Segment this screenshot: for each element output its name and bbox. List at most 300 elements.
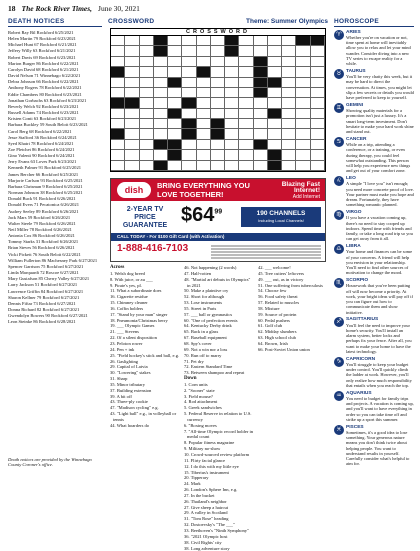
crossword-cell[interactable] bbox=[197, 150, 211, 160]
crossword-cell[interactable] bbox=[182, 36, 196, 46]
ad-phone-number[interactable]: 1-888-416-7103 bbox=[117, 243, 188, 254]
crossword-cell[interactable] bbox=[225, 119, 239, 129]
crossword-cell[interactable] bbox=[282, 129, 296, 139]
crossword-black-cell bbox=[182, 129, 196, 139]
ad-price-guarantee: 2-YEAR TV PRICE GUARANTEE bbox=[117, 206, 173, 230]
crossword-cell[interactable] bbox=[182, 161, 196, 171]
crossword-cell[interactable] bbox=[140, 109, 154, 119]
crossword-cell[interactable] bbox=[311, 46, 325, 56]
crossword-cell[interactable] bbox=[311, 161, 325, 171]
ad-internet-title: Blazing Fast Internet! bbox=[268, 182, 320, 194]
clues-across-title: Across bbox=[110, 265, 180, 271]
clue-item: 70. Run off to marry bbox=[184, 353, 254, 359]
crossword-cell[interactable] bbox=[168, 57, 182, 67]
libra-icon: ♎ bbox=[334, 244, 344, 254]
clue-item: 26. Thailand's neighbor bbox=[184, 499, 254, 505]
crossword-black-cell bbox=[168, 150, 182, 160]
crossword-cell[interactable] bbox=[311, 140, 325, 150]
crossword-cell[interactable] bbox=[211, 67, 225, 77]
clue-item: 31. Sharp bbox=[110, 376, 180, 382]
crossword-cell[interactable] bbox=[239, 46, 253, 56]
horoscope-sign-leo bbox=[334, 176, 414, 208]
page-number: 18 bbox=[8, 4, 16, 13]
crossword-cell[interactable] bbox=[225, 57, 239, 67]
crossword-cell[interactable] bbox=[239, 36, 253, 46]
clue-item: 39. A bit off bbox=[110, 394, 180, 400]
crossword-cell[interactable] bbox=[197, 78, 211, 88]
horoscope-sign-text: You need to budget for family trips and projects. A vacation is coming up, and you'll want to have everything in order so you can take time off and strike up a sport this summer. bbox=[346, 396, 414, 422]
crossword-cell[interactable] bbox=[239, 161, 253, 171]
crossword-cell[interactable] bbox=[182, 67, 196, 77]
crossword-cell[interactable] bbox=[225, 150, 239, 160]
crossword-cell[interactable] bbox=[254, 98, 268, 108]
crossword-cell[interactable] bbox=[154, 57, 168, 67]
crossword-cell[interactable] bbox=[168, 36, 182, 46]
crossword-cell[interactable] bbox=[239, 57, 253, 67]
death-notice-item: William Fullerton 86 Machesney Park 6/27/2021 bbox=[8, 258, 102, 264]
crossword-cell[interactable] bbox=[125, 119, 139, 129]
death-notice-item: Marion Burger 86 Rockford 6/22/2021 bbox=[8, 61, 102, 67]
crossword-cell[interactable] bbox=[168, 161, 182, 171]
crossword-cell[interactable] bbox=[154, 98, 168, 108]
crossword-cell[interactable] bbox=[140, 88, 154, 98]
crossword-cell[interactable] bbox=[239, 129, 253, 139]
crossword-cell[interactable] bbox=[154, 67, 168, 77]
crossword-cell[interactable] bbox=[239, 88, 253, 98]
crossword-cell[interactable] bbox=[125, 109, 139, 119]
clue-item: 31. "Tom Rose" heading bbox=[184, 516, 254, 522]
crossword-cell[interactable] bbox=[211, 140, 225, 150]
crossword-cell[interactable] bbox=[211, 98, 225, 108]
ad-channels-count: 190 CHANNELS bbox=[244, 210, 318, 217]
crossword-cell[interactable] bbox=[168, 46, 182, 56]
crossword-cell[interactable] bbox=[211, 88, 225, 98]
crossword-cell[interactable] bbox=[311, 129, 325, 139]
crossword-cell[interactable] bbox=[239, 78, 253, 88]
death-notice-item: Lawrence Griffin 84 Rockford 6/27/2021 bbox=[8, 289, 102, 295]
crossword-cell[interactable] bbox=[154, 88, 168, 98]
crossword-cell[interactable] bbox=[168, 88, 182, 98]
crossword-cell[interactable] bbox=[311, 57, 325, 67]
ad-fine-print bbox=[211, 245, 321, 259]
scorpio-icon: ♏ bbox=[334, 278, 344, 288]
death-notice-item: Norman Johnson 38 Rockford 6/25/2021 bbox=[8, 190, 102, 196]
horoscope-section bbox=[334, 18, 414, 474]
crossword-cell[interactable] bbox=[254, 150, 268, 160]
clue-item: 22. Of a silent disposition bbox=[110, 335, 180, 341]
crossword-cell[interactable] bbox=[254, 109, 268, 119]
crossword-cell[interactable] bbox=[154, 109, 168, 119]
crossword-cell[interactable] bbox=[311, 119, 325, 129]
crossword-cell[interactable] bbox=[225, 140, 239, 150]
clue-item: 47. "Madison cycling" e.g. bbox=[110, 405, 180, 411]
crossword-cell[interactable] bbox=[296, 119, 310, 129]
leo-icon: ♌ bbox=[334, 176, 344, 186]
death-notice-item: Jerry Evans 63 Loves Park 6/23/2021 bbox=[8, 159, 102, 165]
crossword-cell[interactable] bbox=[182, 140, 196, 150]
crossword-cell[interactable] bbox=[140, 129, 154, 139]
clue-item: 2. "Sooner" state bbox=[184, 388, 254, 394]
crossword-cell[interactable] bbox=[282, 36, 296, 46]
crossword-black-cell bbox=[154, 46, 168, 56]
crossword-cell[interactable] bbox=[268, 57, 282, 67]
crossword-black-cell bbox=[268, 109, 282, 119]
crossword-cell[interactable] bbox=[182, 46, 196, 56]
crossword-cell[interactable] bbox=[140, 36, 154, 46]
crossword-cell[interactable] bbox=[296, 67, 310, 77]
clue-item: 62. Midday slumbers bbox=[258, 329, 328, 335]
crossword-cell[interactable] bbox=[111, 140, 125, 150]
crossword-cell[interactable] bbox=[154, 119, 168, 129]
crossword-cell[interactable] bbox=[125, 161, 139, 171]
crossword-cell[interactable] bbox=[182, 88, 196, 98]
crossword-cell[interactable] bbox=[282, 88, 296, 98]
clue-item: 33. Beethoven's "Ninth Symphony" bbox=[184, 528, 254, 534]
crossword-cell[interactable] bbox=[111, 150, 125, 160]
crossword-cell[interactable] bbox=[225, 78, 239, 88]
death-notice-item: Beverly Welch 92 Rockford 6/23/2021 bbox=[8, 104, 102, 110]
horoscope-sign-name: SAGITTARIUS bbox=[346, 317, 414, 322]
capricorn-icon: ♑ bbox=[334, 357, 344, 367]
crossword-black-cell bbox=[154, 140, 168, 150]
crossword-cell[interactable] bbox=[211, 78, 225, 88]
crossword-cell[interactable] bbox=[140, 78, 154, 88]
death-notice-item: Antonia Cox 86 Rockford 6/26/2021 bbox=[8, 233, 102, 239]
crossword-cell[interactable] bbox=[311, 150, 325, 160]
crossword-cell[interactable] bbox=[197, 161, 211, 171]
death-notice-item: Kenneth Palmer 91 Rockford 6/25/2021 bbox=[8, 165, 102, 171]
crossword-cell[interactable] bbox=[296, 98, 310, 108]
crossword-cell[interactable] bbox=[140, 98, 154, 108]
crossword-cell[interactable] bbox=[197, 88, 211, 98]
crossword-cell[interactable] bbox=[211, 36, 225, 46]
clue-item: 30. "Lowering" stakes bbox=[110, 370, 180, 376]
clue-item: 64. Brown, Irish bbox=[258, 341, 328, 347]
crossword-cell[interactable] bbox=[154, 129, 168, 139]
crossword-cell[interactable] bbox=[268, 140, 282, 150]
sagittarius-icon: ♐ bbox=[334, 317, 344, 327]
clue-item: 24. Mark bbox=[184, 481, 254, 487]
crossword-cell[interactable] bbox=[225, 98, 239, 108]
crossword-cell[interactable] bbox=[268, 36, 282, 46]
crossword-cell[interactable] bbox=[154, 78, 168, 88]
crossword-cell[interactable] bbox=[125, 57, 139, 67]
crossword-black-cell bbox=[254, 140, 268, 150]
crossword-cell[interactable] bbox=[239, 109, 253, 119]
crossword-cell[interactable] bbox=[182, 78, 196, 88]
crossword-cell[interactable] bbox=[140, 140, 154, 150]
clue-item: 68. Spy's cover bbox=[184, 341, 254, 347]
death-notice-item: Linda Marquardt 72 Roscoe 6/27/2021 bbox=[8, 270, 102, 276]
crossword-cell[interactable] bbox=[296, 109, 310, 119]
clue-item: 29. A valley in Scotland bbox=[184, 510, 254, 516]
death-notices-list bbox=[8, 30, 102, 326]
ad-price-cents: 99 bbox=[214, 208, 222, 215]
crossword-cell[interactable] bbox=[268, 67, 282, 77]
crossword-cell[interactable] bbox=[211, 109, 225, 119]
horoscope-sign-sagittarius bbox=[334, 317, 414, 354]
crossword-cell[interactable] bbox=[311, 88, 325, 98]
clue-item: 51. One suffering from tuberculosis bbox=[258, 283, 328, 289]
horoscope-sign-name: AQUARIUS bbox=[346, 391, 414, 396]
death-notice-item: Syed Khatri 78 Rockford 6/24/2021 bbox=[8, 141, 102, 147]
clue-item: 48. "Martial art debuts in Olympics" in 2021 bbox=[184, 277, 254, 289]
death-notices-section bbox=[8, 18, 102, 474]
death-notice-item: Brian Steves 56 Rockford 6/26/2021 bbox=[8, 245, 102, 251]
crossword-cell[interactable] bbox=[211, 161, 225, 171]
crossword-cell[interactable] bbox=[254, 36, 268, 46]
clue-item: 17. "Stand by your man" singer bbox=[110, 312, 180, 318]
crossword-cell[interactable] bbox=[197, 36, 211, 46]
crossword-cell[interactable] bbox=[125, 46, 139, 56]
crossword-cell[interactable] bbox=[168, 119, 182, 129]
crossword-cell[interactable] bbox=[211, 46, 225, 56]
clue-item: 10. Crowd-sourced review platform bbox=[184, 452, 254, 458]
crossword-cell[interactable] bbox=[140, 161, 154, 171]
crossword-cell[interactable] bbox=[225, 67, 239, 77]
crossword-cell[interactable] bbox=[268, 46, 282, 56]
horoscope-sign-text: Your home and finances can be some of your concerns. A friend will help you envision in your relationship. You'll need to find other sources of motivation to change the mood. bbox=[346, 249, 412, 275]
clue-item: 59. Source of protein bbox=[258, 312, 328, 318]
crossword-cell[interactable] bbox=[140, 57, 154, 67]
crossword-cell[interactable] bbox=[111, 161, 125, 171]
ad-internet-callout bbox=[268, 182, 320, 200]
clue-item: 46. Not happening (2 words) bbox=[184, 265, 254, 271]
death-notice-item: Marjorie Carlson 93 Rockford 6/25/2021 bbox=[8, 178, 102, 184]
crossword-cell[interactable] bbox=[296, 150, 310, 160]
death-notice-item: Jesse Stafford 36 Rockford 6/24/2021 bbox=[8, 135, 102, 141]
crossword-cell[interactable] bbox=[254, 119, 268, 129]
crossword-black-cell bbox=[311, 36, 325, 46]
crossword-cell[interactable] bbox=[197, 109, 211, 119]
clues-down-col-2 bbox=[258, 265, 328, 477]
crossword-cell[interactable] bbox=[254, 161, 268, 171]
clue-item: 53. Lose instruments bbox=[184, 300, 254, 306]
death-notice-item: Spencer Garrison 75 Rockford 6/27/2021 bbox=[8, 264, 102, 270]
clue-item: 11. What a subordinate does bbox=[110, 288, 180, 294]
death-notice-item: Zoe Pletchet 86 Rockford 6/24/2021 bbox=[8, 147, 102, 153]
crossword-cell[interactable] bbox=[268, 98, 282, 108]
crossword-cell[interactable] bbox=[282, 150, 296, 160]
clue-item: 16. Coffin holders bbox=[110, 306, 180, 312]
crossword-cells[interactable] bbox=[111, 36, 325, 171]
death-notice-item: Kristen Conti 63 Rockford 6/23/2021 bbox=[8, 116, 102, 122]
crossword-cell[interactable] bbox=[140, 46, 154, 56]
crossword-cell[interactable] bbox=[182, 57, 196, 67]
crossword-cell[interactable] bbox=[125, 88, 139, 98]
horoscope-sign-name: CANCER bbox=[346, 137, 414, 142]
issue-date: June 30, 2021 bbox=[98, 4, 140, 13]
crossword-cell[interactable] bbox=[140, 67, 154, 77]
death-notice-item: Anthony Rogers 78 Rockford 6/22/2021 bbox=[8, 85, 102, 91]
crossword-cell[interactable] bbox=[254, 129, 268, 139]
crossword-cell[interactable] bbox=[296, 46, 310, 56]
clue-item: 23. Peloton rower bbox=[110, 341, 180, 347]
death-notice-item: Michael Hunt 67 Rockford 6/21/2021 bbox=[8, 42, 102, 48]
crossword-cell[interactable] bbox=[296, 161, 310, 171]
crossword-cell[interactable] bbox=[311, 78, 325, 88]
clue-item: 58. Mixture bbox=[258, 306, 328, 312]
crossword-cell[interactable] bbox=[296, 88, 310, 98]
aquarius-icon: ♒ bbox=[334, 391, 344, 401]
crossword-black-cell bbox=[225, 46, 239, 56]
crossword-cell[interactable] bbox=[111, 109, 125, 119]
page-header bbox=[8, 4, 412, 16]
crossword-cell[interactable] bbox=[197, 57, 211, 67]
crossword-cell[interactable] bbox=[268, 88, 282, 98]
clue-item: 27. In the bucket bbox=[184, 493, 254, 499]
death-notice-item: Debra Johnson 66 Rockford 6/22/2021 bbox=[8, 79, 102, 85]
crossword-cell[interactable] bbox=[239, 67, 253, 77]
crossword-cell[interactable] bbox=[197, 98, 211, 108]
clue-item: 42. ___ welcome! bbox=[258, 265, 328, 271]
crossword-cell[interactable] bbox=[197, 140, 211, 150]
pisces-icon: ♓ bbox=[334, 425, 344, 435]
death-notice-item: Carolyn David 68 Rockford 6/21/2021 bbox=[8, 67, 102, 73]
crossword-cell[interactable] bbox=[239, 140, 253, 150]
clue-item: 32. Dostoevsky's "The ___" bbox=[184, 522, 254, 528]
death-notice-item: Donna Richard 82 Rockford 6/27/2021 bbox=[8, 307, 102, 313]
clue-item: 57. ___ ball or gymnastics bbox=[184, 312, 254, 318]
crossword-cell[interactable] bbox=[282, 109, 296, 119]
crossword-cell[interactable] bbox=[282, 161, 296, 171]
clue-item: 9. Pirate's yes, pl. bbox=[110, 283, 180, 289]
crossword-cell[interactable] bbox=[239, 98, 253, 108]
crossword-cell[interactable] bbox=[111, 36, 125, 46]
crossword-black-cell bbox=[225, 36, 239, 46]
death-notice-item: Helen Martin 79 Rockford 6/23/2021 bbox=[8, 36, 102, 42]
crossword-cell[interactable] bbox=[125, 140, 139, 150]
taurus-icon: ♉ bbox=[334, 69, 344, 79]
crossword-cell[interactable] bbox=[282, 78, 296, 88]
crossword-black-cell bbox=[254, 88, 268, 98]
crossword-cell[interactable] bbox=[125, 78, 139, 88]
crossword-cell[interactable] bbox=[111, 78, 125, 88]
clue-item: 43. "Light ball" e.g., in volleyball or tennis bbox=[110, 411, 180, 423]
crossword-black-cell bbox=[111, 98, 125, 108]
death-notice-item: Neil Miller 78 Rockford 6/26/2021 bbox=[8, 227, 102, 233]
death-notice-item: Barbara Chrisman 9 Rockford 6/25/2021 bbox=[8, 184, 102, 190]
crossword-cell[interactable] bbox=[282, 140, 296, 150]
crossword-cell[interactable] bbox=[197, 119, 211, 129]
ad-channels-badge bbox=[241, 207, 321, 227]
crossword-cell[interactable] bbox=[111, 46, 125, 56]
death-notice-item: Donald Evers 71 Pecatonica 6/26/2021 bbox=[8, 202, 102, 208]
crossword-grid[interactable] bbox=[110, 28, 326, 172]
clue-item: 21. ___ Stevens bbox=[110, 329, 180, 335]
crossword-cell[interactable] bbox=[296, 57, 310, 67]
clue-item: 55. Street in Paris bbox=[184, 306, 254, 312]
crossword-cell[interactable] bbox=[168, 129, 182, 139]
horoscope-sign-aquarius bbox=[334, 391, 414, 423]
crossword-cell[interactable] bbox=[182, 109, 196, 119]
clue-item: 1. Welsh dog breed bbox=[110, 271, 180, 277]
horoscope-sign-name: LIBRA bbox=[346, 244, 414, 249]
dish-advertisement[interactable] bbox=[110, 178, 326, 262]
clue-item: 6. "Boxing moves bbox=[184, 423, 254, 429]
horoscope-sign-aries bbox=[334, 30, 414, 67]
clues-across-list-cont bbox=[184, 265, 254, 376]
horoscope-sign-name: TAURUS bbox=[346, 69, 414, 74]
crossword-cell[interactable] bbox=[125, 67, 139, 77]
death-notice-item: Gwendolyn Bowers 90 Rockford 6/27/2021 bbox=[8, 313, 102, 319]
crossword-clues bbox=[110, 265, 328, 477]
death-notice-item: Eddie Chambers 80 Rockford 6/23/2021 bbox=[8, 92, 102, 98]
clue-item: 16. Cigarette residue bbox=[110, 294, 180, 300]
clues-across-col-1 bbox=[110, 265, 180, 477]
clue-item: 57. Related to muscles bbox=[258, 300, 328, 306]
crossword-cell[interactable] bbox=[168, 98, 182, 108]
crossword-cell[interactable] bbox=[211, 150, 225, 160]
crossword-cell[interactable] bbox=[197, 46, 211, 56]
crossword-cell[interactable] bbox=[268, 119, 282, 129]
crossword-cell[interactable] bbox=[168, 67, 182, 77]
crossword-cell[interactable] bbox=[282, 67, 296, 77]
crossword-cell[interactable] bbox=[211, 57, 225, 67]
clue-item: 1. Corn units bbox=[184, 382, 254, 388]
crossword-cell[interactable] bbox=[197, 129, 211, 139]
crossword-cell[interactable] bbox=[268, 129, 282, 139]
crossword-cell[interactable] bbox=[154, 150, 168, 160]
clues-down-list bbox=[184, 382, 254, 551]
crossword-cell[interactable] bbox=[125, 129, 139, 139]
virgo-icon: ♍ bbox=[334, 210, 344, 220]
horoscope-sign-scorpio bbox=[334, 278, 414, 315]
crossword-cell[interactable] bbox=[239, 119, 253, 129]
clue-item: 36. "2021 Olympic host bbox=[184, 534, 254, 540]
crossword-black-cell bbox=[254, 78, 268, 88]
crossword-cell[interactable] bbox=[182, 150, 196, 160]
crossword-cell[interactable] bbox=[296, 129, 310, 139]
crossword-cell[interactable] bbox=[140, 119, 154, 129]
crossword-cell[interactable] bbox=[311, 67, 325, 77]
crossword-cell[interactable] bbox=[296, 78, 310, 88]
clue-item: 24. Pen + ink bbox=[110, 347, 180, 353]
death-notice-item: Barbara Buckley 59 South Beloit 6/23/2021 bbox=[8, 122, 102, 128]
cancer-icon: ♋ bbox=[334, 137, 344, 147]
horoscope-title: HOROSCOPE bbox=[334, 18, 414, 27]
crossword-cell[interactable] bbox=[225, 109, 239, 119]
horoscope-list bbox=[334, 30, 414, 467]
horoscope-sign-taurus bbox=[334, 69, 414, 101]
ad-call-bar: CALL TODAY - For $100 Gift Card (with Activation) bbox=[111, 233, 325, 241]
horoscope-sign-name: ARIES bbox=[346, 30, 414, 35]
crossword-cell[interactable] bbox=[296, 140, 310, 150]
crossword-cell[interactable] bbox=[311, 109, 325, 119]
crossword-cell[interactable] bbox=[282, 119, 296, 129]
crossword-cell[interactable] bbox=[111, 88, 125, 98]
crossword-cell[interactable] bbox=[225, 129, 239, 139]
crossword-cell[interactable] bbox=[140, 150, 154, 160]
crossword-cell[interactable] bbox=[282, 98, 296, 108]
crossword-cell[interactable] bbox=[282, 46, 296, 56]
crossword-cell[interactable] bbox=[225, 88, 239, 98]
crossword-banner: CROSSWORD bbox=[111, 29, 325, 36]
clue-item: 35. Minor tributary bbox=[110, 382, 180, 388]
crossword-cell[interactable] bbox=[239, 150, 253, 160]
crossword-cell[interactable] bbox=[225, 161, 239, 171]
crossword-cell[interactable] bbox=[254, 46, 268, 56]
crossword-cell[interactable] bbox=[125, 36, 139, 46]
death-notice-item: Jack Mars 59 Rockford 6/26/2021 bbox=[8, 215, 102, 221]
crossword-cell[interactable] bbox=[311, 98, 325, 108]
crossword-cell[interactable] bbox=[111, 57, 125, 67]
crossword-cell[interactable] bbox=[282, 57, 296, 67]
death-notice-item: Sharon Kellner 79 Rockford 6/27/2021 bbox=[8, 295, 102, 301]
crossword-cell[interactable] bbox=[125, 150, 139, 160]
crossword-cell[interactable] bbox=[111, 119, 125, 129]
horoscope-sign-name: LEO bbox=[346, 176, 414, 181]
